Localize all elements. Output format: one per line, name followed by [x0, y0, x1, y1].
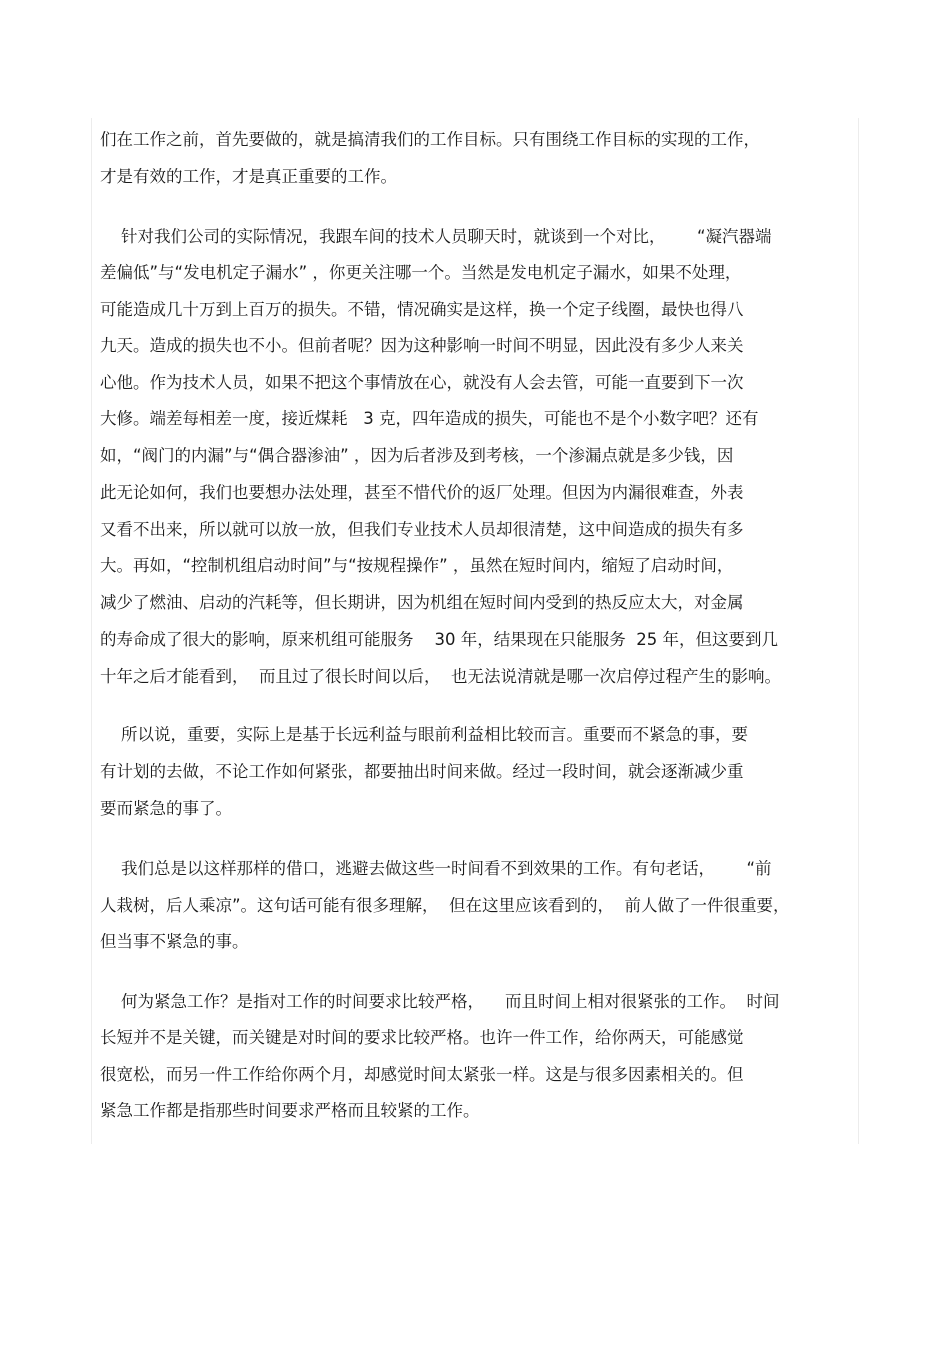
- text-line: 才是有效的工作，才是真正重要的工作。: [100, 167, 397, 186]
- text-line: 大修。端差每相差一度，接近煤耗 3 克，四年造成的损失，可能也不是个小数字吧？还有: [100, 409, 759, 428]
- text-line: 何为紧急工作？是指对工作的时间要求比较严格， 而且时间上相对很紧张的工作。 时间: [100, 992, 780, 1011]
- text-line: 又看不出来，所以就可以放一放，但我们专业技术人员却很清楚，这中间造成的损失有多: [100, 520, 744, 539]
- text-line: 但当事不紧急的事。: [100, 932, 249, 951]
- text-line: 针对我们公司的实际情况，我跟车间的技术人员聊天时，就谈到一个对比， “凝汽器端: [100, 227, 772, 246]
- text-line: 九天。造成的损失也不小。但前者呢？因为这种影响一时间不明显，因此没有多少人来关: [100, 336, 744, 355]
- text-line: 如，“阀门的内漏”与“偶合器渗油” ，因为后者涉及到考核，一个渗漏点就是多少钱，因: [100, 446, 734, 465]
- text-line: 我们总是以这样那样的借口，逃避去做这些一时间看不到效果的工作。有句老话， “前: [100, 859, 772, 878]
- text-line: 减少了燃油、启动的汽耗等，但长期讲，因为机组在短时间内受到的热反应太大，对金属: [100, 593, 744, 612]
- text-line: 们在工作之前，首先要做的，就是搞清我们的工作目标。只有围绕工作目标的实现的工作，: [100, 130, 760, 149]
- text-line: 很宽松，而另一件工作给你两个月，却感觉时间太紧张一样。这是与很多因素相关的。但: [100, 1065, 744, 1084]
- text-line: 所以说，重要，实际上是基于长远利益与眼前利益相比较而言。重要而不紧急的事，要: [100, 725, 748, 744]
- text-line: 可能造成几十万到上百万的损失。不错，情况确实是这样，换一个定子线圈，最快也得八: [100, 300, 744, 319]
- text-line: 十年之后才能看到， 而且过了很长时间以后， 也无法说清就是哪一次启停过程产生的影响。: [100, 667, 781, 686]
- text-line: 差偏低”与“发电机定子漏水” ，你更关注哪一个。当然是发电机定子漏水，如果不处理，: [100, 263, 742, 282]
- text-line: 心他。作为技术人员，如果不把这个事情放在心，就没有人会去管，可能一直要到下一次: [100, 373, 744, 392]
- text-line: 此无论如何，我们也要想办法处理，甚至不惜代价的返厂处理。但因为内漏很难查，外表: [100, 483, 744, 502]
- text-line: 大。再如，“控制机组启动时间”与“按规程操作” ，虽然在短时间内，缩短了启动时间，: [100, 556, 734, 575]
- text-line: 人栽树，后人乘凉”。这句话可能有很多理解， 但在这里应该看到的， 前人做了一件很重要，: [100, 896, 790, 915]
- text-line: 有计划的去做，不论工作如何紧张，都要抽出时间来做。经过一段时间，就会逐渐减少重: [100, 762, 744, 781]
- text-line: 的寿命成了很大的影响，原来机组可能服务 30 年，结果现在只能服务 25 年，但这要到几: [100, 630, 778, 649]
- text-line: 长短并不是关键，而关键是对时间的要求比较严格。也许一件工作，给你两天，可能感觉: [100, 1028, 744, 1047]
- text-line: 要而紧急的事了。: [100, 799, 232, 818]
- text-line: 紧急工作都是指那些时间要求严格而且较紧的工作。: [100, 1101, 480, 1120]
